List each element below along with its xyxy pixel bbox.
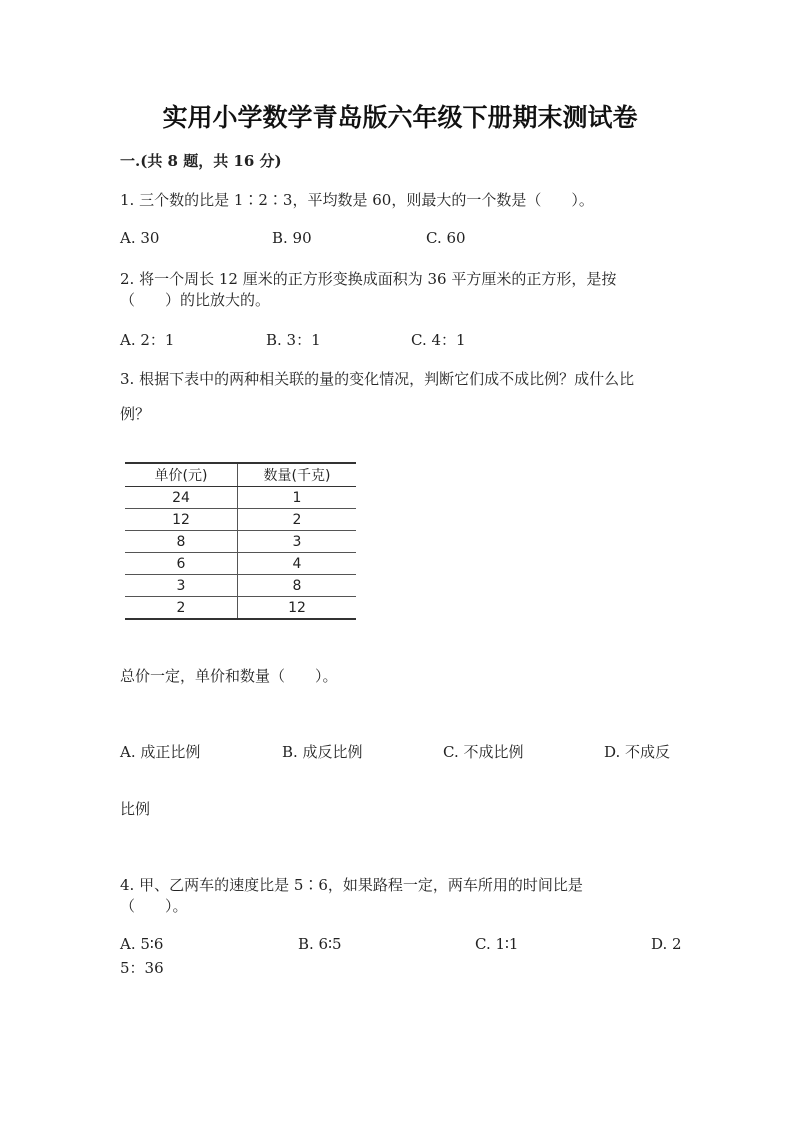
question-3-option-a: A. 成正比例 [120,743,201,761]
question-4-option-d: D. 2 [651,935,682,953]
table-cell-quantity: 4 [238,553,357,575]
question-3-option-c: C. 不成比例 [443,743,524,761]
question-2-option-c: C. 4：1 [411,331,466,349]
question-3-option-d-continued: 比例 [120,800,151,818]
table-cell-price: 3 [125,575,238,597]
table-row [125,509,356,531]
table-row [125,597,356,620]
question-4-option-b: B. 6∶5 [298,935,342,953]
table-cell-price: 2 [125,597,238,620]
table-cell-quantity: 12 [238,597,357,620]
page-title: 实用小学数学青岛版六年级下册期末测试卷 [162,103,638,132]
table-row [125,531,356,553]
table-cell-price: 12 [125,509,238,531]
table-cell-price: 24 [125,487,238,509]
question-4-option-a: A. 5∶6 [120,935,164,953]
question-2-line-2: （ ）的比放大的。 [120,291,271,309]
table-header-unit-price: 单价(元) [125,463,238,487]
table-cell-quantity: 8 [238,575,357,597]
table-row [125,553,356,575]
question-3-option-d: D. 不成反 [604,743,671,761]
question-4-option-c: C. 1∶1 [475,935,519,953]
table-cell-quantity: 1 [238,487,357,509]
question-4-line-2: （ ）。 [120,897,188,915]
table-row [125,575,356,597]
question-4-option-d-continued: 5：36 [120,959,164,977]
table-row [125,487,356,509]
question-3-line-1: 3. 根据下表中的两种相关联的量的变化情况，判断它们成不成比例？成什么比 [120,370,635,388]
question-3-line-2: 例？ [120,405,151,423]
question-2-option-b: B. 3：1 [266,331,321,349]
question-4-line-1: 4. 甲、乙两车的速度比是 5∶6，如果路程一定，两车所用的时间比是 [120,876,583,894]
table-cell-quantity: 2 [238,509,357,531]
table-cell-price: 6 [125,553,238,575]
question-3-prompt: 总价一定，单价和数量（ ）。 [120,667,338,685]
table-cell-quantity: 3 [238,531,357,553]
table-cell-price: 8 [125,531,238,553]
question-1-text: 1. 三个数的比是 1∶2∶3，平均数是 60，则最大的一个数是（ ）。 [120,191,594,209]
question-1-option-c: C. 60 [426,229,466,247]
question-2-line-1: 2. 将一个周长 12 厘米的正方形变换成面积为 36 平方厘米的正方形，是按 [120,270,617,288]
question-1-option-a: A. 30 [120,229,160,247]
table-header-row [125,463,356,487]
table-header-quantity: 数量(千克) [238,463,357,487]
question-2-option-a: A. 2：1 [120,331,175,349]
question-3-option-b: B. 成反比例 [282,743,363,761]
price-quantity-table [125,462,356,620]
section-heading: 一.(共 8 题，共 16 分) [120,152,282,170]
question-1-option-b: B. 90 [272,229,312,247]
